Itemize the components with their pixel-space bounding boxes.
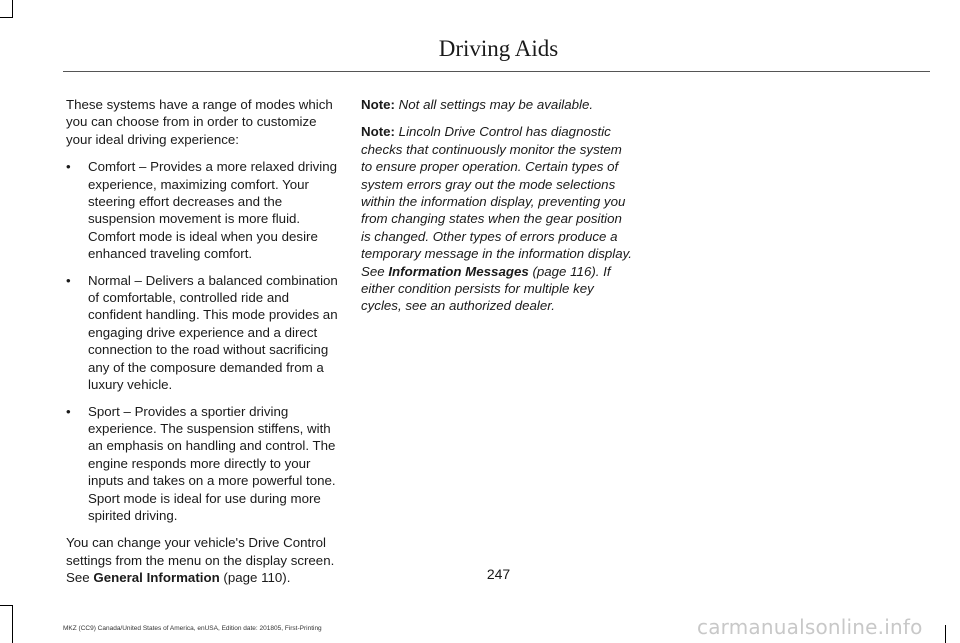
crop-mark-top-left-v: [12, 0, 13, 18]
mode-list: [66, 158, 341, 524]
crop-mark-bottom-left-v: [12, 605, 13, 643]
note-label: Note:: [361, 124, 395, 140]
note-page-ref: (page 116). If either condition persists for multiple key cycles, see an authorized dealer.: [361, 263, 611, 314]
note-text: Lincoln Drive Control has diagnostic checks that continuously monitor the system to ensure proper operation. Certain types of system errors gray out the mode selections within the information display, preventing you from changing states when the gear position is changed. Other types of errors produce a temporary message in the information display. See: [361, 124, 632, 279]
closing-text: You can change your vehicle's Drive Control settings from the menu on the display screen. See: [66, 535, 335, 586]
left-column: [66, 96, 341, 597]
crop-mark-bottom-left-h: [0, 605, 13, 606]
bullet-symbol: •: [66, 272, 71, 288]
note-availability: [361, 96, 633, 113]
list-item-text: Sport – Provides a sportier driving experience. The suspension stiffens, with an emphasis on handling and control. The engine responds more directly to your inputs and takes on a more powerful tone. Sport mode is ideal for use during more spirited driving.: [88, 403, 336, 523]
bullet-symbol: •: [66, 159, 71, 175]
page-title: Driving Aids: [438, 36, 559, 61]
list-item-text: Normal – Delivers a balanced combination of comfortable, controlled ride and confident handling. This mode provides an engaging drive experience and a direct connection to the road without sacrificing any of the composure demanded from a luxury vehicle.: [88, 272, 338, 393]
header-divider: [63, 71, 930, 72]
note-text: Not all settings may be available.: [394, 97, 594, 112]
bullet-symbol: •: [66, 403, 71, 419]
list-item: [66, 272, 341, 394]
note-label: Note:: [361, 97, 395, 112]
crop-mark-bottom-right-v: [945, 625, 946, 643]
list-item: [66, 403, 341, 525]
note-diagnostics: [361, 123, 633, 314]
crop-mark-top-left-h: [0, 17, 13, 18]
page-number: 247: [486, 566, 511, 582]
information-messages-link[interactable]: Information Messages: [388, 263, 529, 279]
list-item-text: Comfort – Provides a more relaxed driving experience, maximizing comfort. Your steering effort decreases and the suspension movement is more fluid. Comfort mode is ideal when you desire enhanced traveling comfort.: [88, 159, 338, 262]
edition-footer: MKZ (CC9) Canada/United States of America, enUSA, Edition date: 201805, First-Printing: [63, 625, 322, 632]
closing-page-ref: (page 110).: [219, 570, 291, 586]
general-information-link[interactable]: General Information: [93, 570, 220, 586]
intro-paragraph: These systems have a range of modes which you can choose from in order to customize your ideal driving experience:: [66, 97, 333, 147]
right-column: [361, 96, 633, 325]
list-item: [66, 158, 341, 262]
watermark: carmanualsonline.info: [697, 615, 923, 639]
